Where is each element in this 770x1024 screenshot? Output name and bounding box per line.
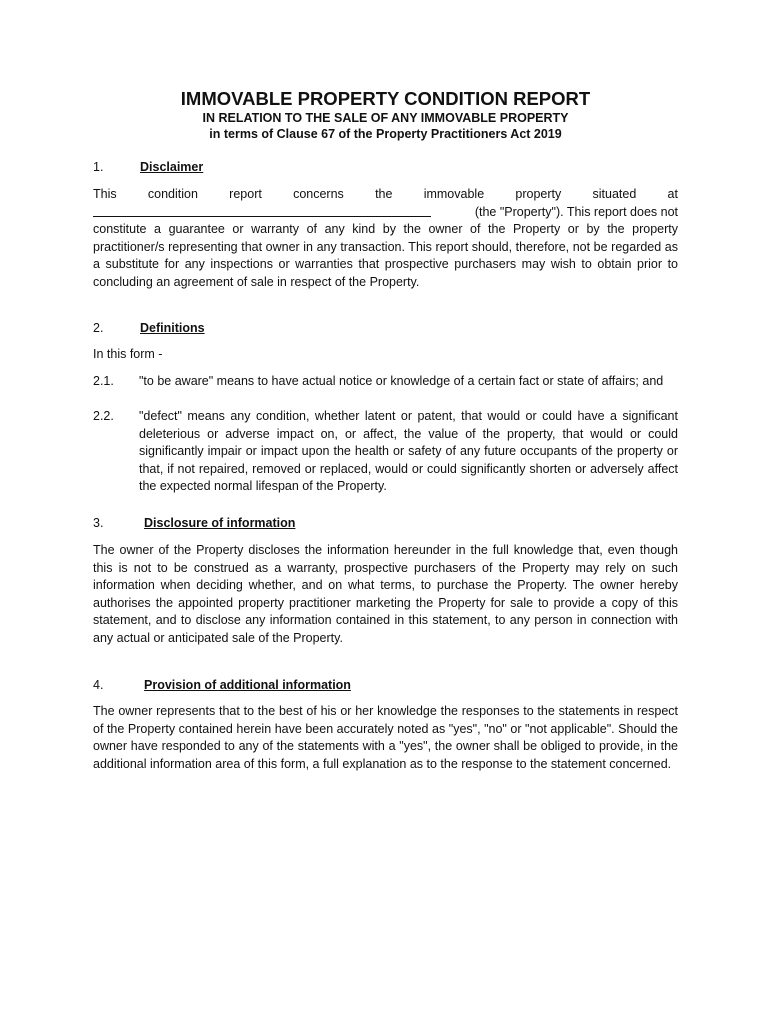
disclaimer-line-2-text: (the "Property"). This report does not (474, 204, 678, 219)
section-heading: Provision of additional information (144, 678, 351, 692)
word: concerns (293, 187, 344, 201)
word: This (93, 187, 117, 201)
definition-text: "to be aware" means to have actual notice or knowledge of a certain fact or state of affairs; and (139, 374, 664, 388)
word: situated (592, 187, 637, 201)
section-number: 1. (93, 160, 104, 174)
disclaimer-line-1 (93, 186, 678, 204)
section-1-header (93, 158, 678, 176)
section-2-header (93, 319, 678, 337)
document-subtitle-1: IN RELATION TO THE SALE OF ANY IMMOVABLE PROPERTY (202, 111, 569, 125)
disclosure-paragraph: The owner of the Property discloses the information hereunder in the full knowledge that, even though this is not to be construed as a warranty, prospective purchasers of the Property may rely on such information when deciding whether, and on what terms, to purchase the Property. The owner hereby authorises the appointed property practitioner marketing the Property for sale to provide a copy of this statement, and to disclose any information contained in this statement, to any person in connection with any actual or anticipated sale of the Property. (93, 543, 678, 645)
disclaimer-paragraph (93, 186, 678, 292)
word: at (667, 187, 678, 201)
word: report (229, 187, 262, 201)
definition-number: 2.2. (93, 409, 114, 423)
word: immovable (423, 187, 485, 201)
word: the (375, 187, 393, 201)
section-3-header (93, 514, 678, 532)
word: condition (147, 187, 198, 201)
section-heading: Disclaimer (140, 160, 204, 174)
word: property (515, 187, 562, 201)
section-number: 4. (93, 678, 104, 692)
additional-info-paragraph: The owner represents that to the best of his or her knowledge the responses to the statements in respect of the Property contained herein have been accurately noted as "yes", "no" or "not applicable". Should the owner have responded to any of the statements with a "yes", the owner shall be obliged to provide, in the additional information area of this form, a full explanation as to the response to the statement concerned. (93, 704, 678, 771)
definition-text: "defect" means any condition, whether latent or patent, that would or could have a significant deleterious or adverse impact on, or affect, the value of the property, that would or could significantly impair or impact upon the health or safety of any future occupants of the property or that, if not repaired, removed or replaced, would or could significantly shorten or adversely affect the expected normal lifespan of the Property. (139, 409, 678, 494)
section-4-header (93, 676, 678, 694)
disclaimer-rest: constitute a guarantee or warranty of any kind by the owner of the Property or by the property practitioner/s representing that owner in any transaction. This report should, therefore, not be regarded as a substitute for any inspections or warranties that prospective purchasers may wish to obtain prior to concluding an agreement of sale in respect of the Property. (93, 222, 678, 289)
section-heading: Disclosure of information (144, 516, 296, 530)
section-number: 2. (93, 321, 104, 335)
document-title: IMMOVABLE PROPERTY CONDITION REPORT (180, 88, 591, 109)
definitions-intro: In this form - (93, 347, 163, 361)
section-number: 3. (93, 516, 104, 530)
property-address-blank[interactable] (93, 204, 431, 217)
section-heading: Definitions (140, 321, 205, 335)
document-subtitle-2: in terms of Clause 67 of the Property Practitioners Act 2019 (209, 127, 562, 141)
disclaimer-line-2 (93, 204, 678, 222)
definition-number: 2.1. (93, 374, 114, 388)
